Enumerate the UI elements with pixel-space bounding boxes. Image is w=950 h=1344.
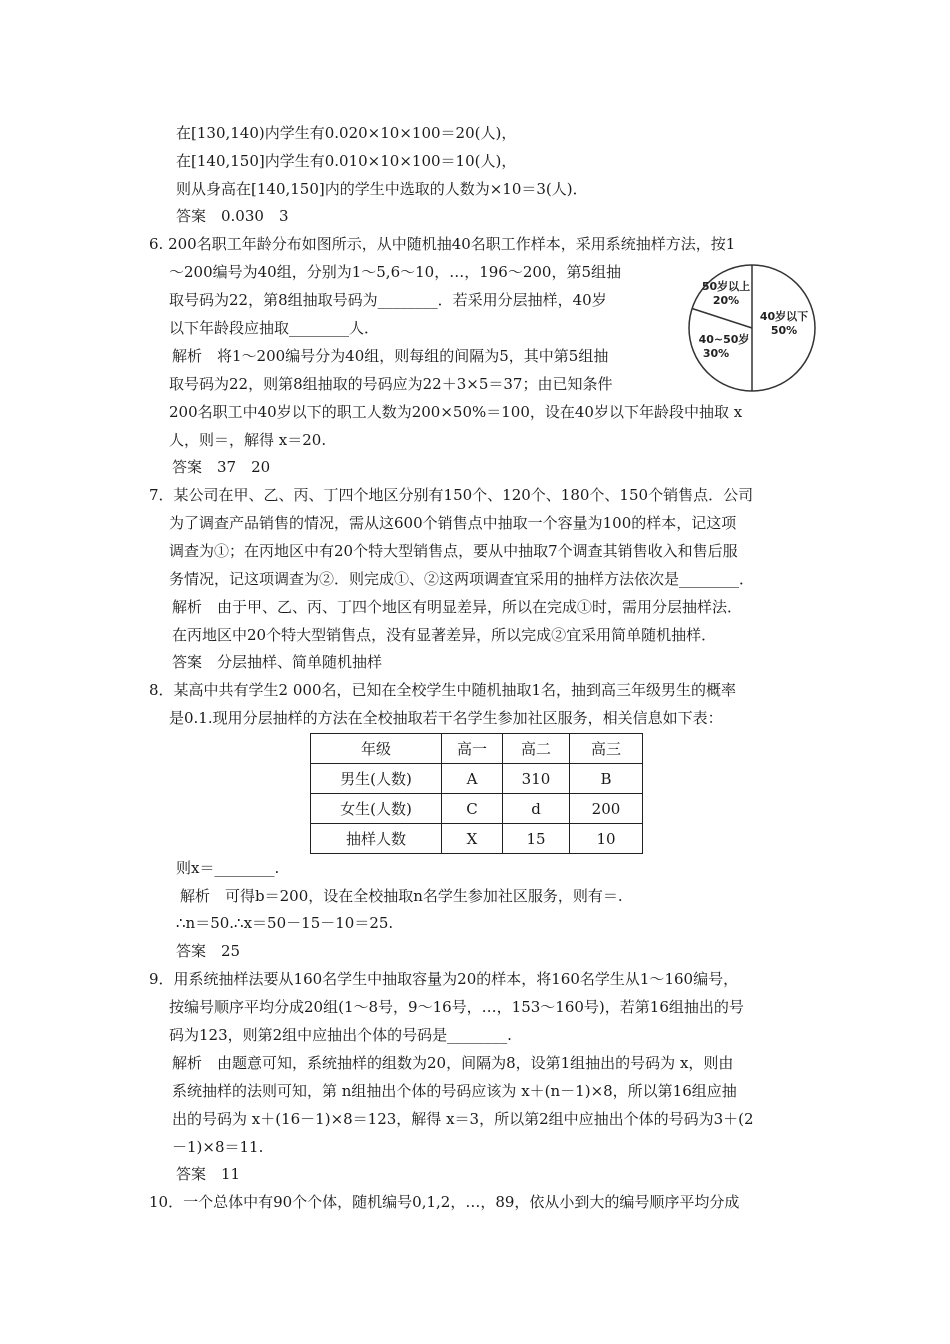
table-cell: d (503, 794, 570, 824)
text-line: 以下年龄段应抽取________人． (169, 319, 380, 337)
student-table (310, 733, 643, 854)
text-line: 按编号顺序平均分成20组(1～8号，9～16号，…，153～160号)，若第16组抽出的号 (169, 998, 744, 1016)
pie-label: 40岁以下 (759, 310, 809, 323)
text-line: 则x＝________. (176, 859, 280, 877)
table-row (311, 824, 643, 854)
table-header-cell: 年级 (311, 734, 442, 764)
text-line: 出的号码为 x＋(16－1)×8＝123，解得 x＝3，所以第2组中应抽出个体的号码为3＋(2 (172, 1110, 754, 1128)
table-cell: 10 (570, 824, 643, 854)
text-line: 取号码为22，第8组抽取号码为________．若采用分层抽样，40岁 (169, 291, 607, 309)
text-line: 取号码为22，则第8组抽取的号码应为22＋3×5＝37；由已知条件 (169, 375, 613, 393)
table-header-row (311, 734, 643, 764)
text-line: 在[130,140)内学生有0.020×10×100＝20(人)， (176, 124, 517, 142)
table-row (311, 764, 643, 794)
table-cell: 女生(人数) (311, 794, 442, 824)
analysis-line: 解析 由于甲、乙、丙、丁四个地区有明显差异，所以在完成①时，需用分层抽样法． (172, 598, 743, 616)
table-cell: X (442, 824, 503, 854)
text-line: 系统抽样的法则可知，第 n组抽出个体的号码应该为 x＋(n－1)×8，所以第16组应抽 (172, 1082, 737, 1100)
analysis-line: 解析 将1～200编号分为40组，则每组的间隔为5，其中第5组抽 (172, 347, 609, 365)
table-cell: 男生(人数) (311, 764, 442, 794)
text-line: 为了调查产品销售的情况，需从这600个销售点中抽取一个容量为100的样本，记这项 (169, 514, 737, 532)
table-cell: 抽样人数 (311, 824, 442, 854)
question-10-line: 10．一个总体中有90个个体，随机编号0,1,2，…，89，依从小到大的编号顺序平均分成 (149, 1193, 740, 1211)
analysis-line: 解析 由题意可知，系统抽样的组数为20，间隔为8，设第1组抽出的号码为 x，则由 (172, 1054, 734, 1072)
table-cell: 15 (503, 824, 570, 854)
table-cell: A (442, 764, 503, 794)
pie-value: 30% (702, 347, 730, 360)
text-line: －1)×8＝11. (172, 1138, 264, 1156)
text-line: 是0.1.现用分层抽样的方法在全校抽取若干名学生参加社区服务，相关信息如下表： (169, 709, 723, 727)
analysis-line: 解析 可得b＝200，设在全校抽取n名学生参加社区服务，则有＝. (180, 887, 623, 905)
text-line: 调查为①；在丙地区中有20个特大型销售点，要从中抽取7个调查其销售收入和售后服 (169, 542, 738, 560)
pie-value: 50% (770, 324, 798, 337)
table-cell: 200 (570, 794, 643, 824)
table-cell: B (570, 764, 643, 794)
text-line: ～200编号为40组，分别为1～5,6～10，…，196～200，第5组抽 (169, 263, 622, 281)
pie-label: 40~50岁 (698, 333, 750, 346)
table-row (311, 794, 643, 824)
text-line: 务情况，记这项调查为②．则完成①、②这两项调查宜采用的抽样方法依次是________． (169, 570, 755, 588)
pie-value: 20% (712, 294, 740, 307)
text-line: 200名职工中40岁以下的职工人数为200×50%＝100，设在40岁以下年龄段中抽取 x (169, 403, 743, 421)
text-line: ∴n＝50.∴x＝50－15－10＝25. (176, 914, 394, 932)
table-header-cell: 高三 (570, 734, 643, 764)
table-header-cell: 高一 (442, 734, 503, 764)
text-line: 在[140,150]内学生有0.010×10×100＝10(人)， (176, 152, 517, 170)
answer-line: 答案 0.030 3 (176, 207, 289, 225)
table-header-cell: 高二 (503, 734, 570, 764)
answer-line: 答案 37 20 (172, 458, 271, 476)
answer-line: 答案 25 (176, 942, 241, 960)
question-6-line: 6. 200名职工年龄分布如图所示，从中随机抽40名职工作样本，采用系统抽样方法，按1 (149, 235, 736, 253)
question-7-line: 7．某公司在甲、乙、丙、丁四个地区分别有150个、120个、180个、150个销售点．公司 (149, 486, 754, 504)
table-cell: C (442, 794, 503, 824)
question-8-line: 8．某高中共有学生2 000名，已知在全校学生中随机抽取1名，抽到高三年级男生的概率 (149, 681, 737, 699)
text-line: 码为123，则第2组中应抽出个体的号码是________. (169, 1026, 512, 1044)
answer-line: 答案 分层抽样、简单随机抽样 (172, 653, 383, 671)
answer-line: 答案 11 (176, 1165, 241, 1183)
pie-label: 50岁以上 (701, 280, 751, 293)
text-line: 在丙地区中20个特大型销售点，没有显著差异，所以完成②宜采用简单随机抽样． (172, 626, 717, 644)
question-9-line: 9．用系统抽样法要从160名学生中抽取容量为20的样本，将160名学生从1～160编号， (149, 970, 739, 988)
text-line: 则从身高在[140,150]内的学生中选取的人数为×10＝3(人)． (176, 180, 588, 198)
text-line: 人，则＝，解得 x＝20. (169, 431, 327, 449)
table-cell: 310 (503, 764, 570, 794)
age-pie-chart (684, 262, 820, 394)
